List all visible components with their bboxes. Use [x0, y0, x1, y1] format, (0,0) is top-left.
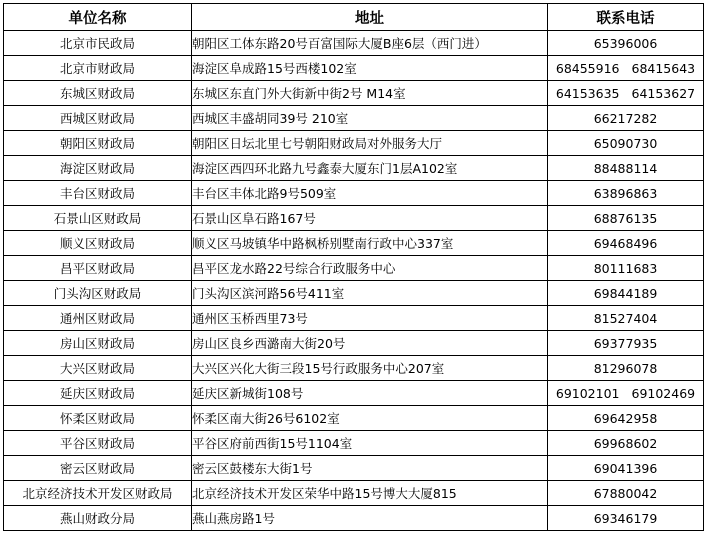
phone-number: 69102469 [631, 385, 696, 401]
phone-cell [548, 281, 704, 306]
address-cell: 燕山燕房路1号 [192, 506, 548, 531]
table-row [4, 506, 704, 531]
phone-number: 69968602 [593, 435, 658, 451]
phone-cell [548, 306, 704, 331]
unit-name-cell: 西城区财政局 [4, 106, 192, 131]
table-row [4, 31, 704, 56]
phone-number: 64153635 [555, 85, 620, 101]
phone-number: 69102101 [555, 385, 620, 401]
table-row [4, 106, 704, 131]
table-row [4, 56, 704, 81]
phone-cell [548, 406, 704, 431]
address-cell: 东城区东直门外大街新中街2号 M14室 [192, 81, 548, 106]
phone-cell [548, 206, 704, 231]
phone-number: 66217282 [593, 110, 658, 126]
phone-number: 69377935 [593, 335, 658, 351]
header-phone: 联系电话 [548, 4, 704, 31]
phone-cell [548, 356, 704, 381]
phone-number: 64153627 [631, 85, 696, 101]
phone-number: 68455916 [555, 60, 620, 76]
address-cell: 大兴区兴化大街三段15号行政服务中心207室 [192, 356, 548, 381]
unit-name-cell: 北京经济技术开发区财政局 [4, 481, 192, 506]
address-cell: 怀柔区南大街26号6102室 [192, 406, 548, 431]
phone-cell [548, 156, 704, 181]
phone-cell [548, 81, 704, 106]
phone-cell [548, 31, 704, 56]
address-cell: 西城区丰盛胡同39号 210室 [192, 106, 548, 131]
contact-table [3, 3, 704, 531]
phone-cell [548, 106, 704, 131]
header-row [4, 4, 704, 31]
phone-number: 81527404 [593, 310, 658, 326]
table-row [4, 181, 704, 206]
table-row [4, 131, 704, 156]
unit-name-cell: 北京市财政局 [4, 56, 192, 81]
phone-cell [548, 456, 704, 481]
unit-name-cell: 石景山区财政局 [4, 206, 192, 231]
unit-name-cell: 平谷区财政局 [4, 431, 192, 456]
address-cell: 延庆区新城街108号 [192, 381, 548, 406]
table-row [4, 206, 704, 231]
unit-name-cell: 丰台区财政局 [4, 181, 192, 206]
table-row [4, 256, 704, 281]
unit-name-cell: 密云区财政局 [4, 456, 192, 481]
table-row [4, 406, 704, 431]
table-row [4, 431, 704, 456]
unit-name-cell: 大兴区财政局 [4, 356, 192, 381]
address-cell: 平谷区府前西街15号1104室 [192, 431, 548, 456]
address-cell: 海淀区阜成路15号西楼102室 [192, 56, 548, 81]
phone-cell [548, 506, 704, 531]
table-row [4, 356, 704, 381]
address-cell: 密云区鼓楼东大街1号 [192, 456, 548, 481]
unit-name-cell: 顺义区财政局 [4, 231, 192, 256]
phone-number: 63896863 [593, 185, 658, 201]
phone-cell [548, 181, 704, 206]
header-unit: 单位名称 [4, 4, 192, 31]
phone-cell [548, 331, 704, 356]
address-cell: 北京经济技术开发区荣华中路15号博大大厦815 [192, 481, 548, 506]
unit-name-cell: 东城区财政局 [4, 81, 192, 106]
phone-number: 81296078 [593, 360, 658, 376]
phone-number: 80111683 [593, 260, 658, 276]
phone-number: 69346179 [593, 510, 658, 526]
unit-name-cell: 通州区财政局 [4, 306, 192, 331]
unit-name-cell: 北京市民政局 [4, 31, 192, 56]
phone-number: 65396006 [593, 35, 658, 51]
phone-cell [548, 256, 704, 281]
address-cell: 顺义区马坡镇华中路枫桥别墅南行政中心337室 [192, 231, 548, 256]
address-cell: 朝阳区工体东路20号百富国际大厦B座6层（西门进） [192, 31, 548, 56]
phone-number: 68415643 [631, 60, 696, 76]
table-row [4, 81, 704, 106]
phone-number: 88488114 [593, 160, 658, 176]
phone-cell [548, 131, 704, 156]
unit-name-cell: 延庆区财政局 [4, 381, 192, 406]
address-cell: 门头沟区滨河路56号411室 [192, 281, 548, 306]
address-cell: 昌平区龙水路22号综合行政服务中心 [192, 256, 548, 281]
table-row [4, 381, 704, 406]
phone-cell [548, 381, 704, 406]
address-cell: 海淀区西四环北路九号鑫泰大厦东门1层A102室 [192, 156, 548, 181]
address-cell: 丰台区丰体北路9号509室 [192, 181, 548, 206]
address-cell: 通州区玉桥西里73号 [192, 306, 548, 331]
phone-number: 69468496 [593, 235, 658, 251]
header-address: 地址 [192, 4, 548, 31]
phone-number: 69844189 [593, 285, 658, 301]
unit-name-cell: 怀柔区财政局 [4, 406, 192, 431]
unit-name-cell: 朝阳区财政局 [4, 131, 192, 156]
table-row [4, 331, 704, 356]
phone-cell [548, 231, 704, 256]
phone-cell [548, 431, 704, 456]
phone-cell [548, 481, 704, 506]
unit-name-cell: 房山区财政局 [4, 331, 192, 356]
unit-name-cell: 门头沟区财政局 [4, 281, 192, 306]
phone-number: 65090730 [593, 135, 658, 151]
phone-cell [548, 56, 704, 81]
address-cell: 朝阳区日坛北里七号朝阳财政局对外服务大厅 [192, 131, 548, 156]
table-row [4, 156, 704, 181]
table-row [4, 481, 704, 506]
phone-number: 68876135 [593, 210, 658, 226]
unit-name-cell: 燕山财政分局 [4, 506, 192, 531]
address-cell: 石景山区阜石路167号 [192, 206, 548, 231]
table-row [4, 231, 704, 256]
phone-number: 69041396 [593, 460, 658, 476]
phone-number: 69642958 [593, 410, 658, 426]
table-row [4, 456, 704, 481]
table-row [4, 281, 704, 306]
phone-number: 67880042 [593, 485, 658, 501]
address-cell: 房山区良乡西潞南大街20号 [192, 331, 548, 356]
unit-name-cell: 昌平区财政局 [4, 256, 192, 281]
table-row [4, 306, 704, 331]
unit-name-cell: 海淀区财政局 [4, 156, 192, 181]
